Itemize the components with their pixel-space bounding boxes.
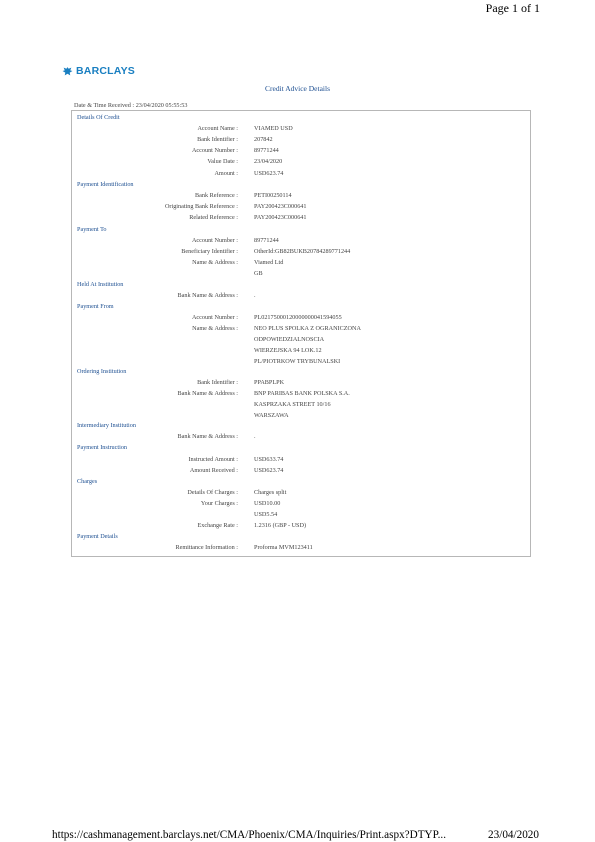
bank-identifier-label: Bank Identifier : — [197, 136, 238, 143]
instructed-amount-label: Instructed Amount : — [188, 456, 238, 463]
intermediary-bank-name-label: Bank Name & Address : — [177, 433, 238, 440]
your-charges-line: USD5.54 — [254, 511, 278, 518]
section-charges: Charges — [77, 478, 98, 485]
from-name-address-label: Name & Address : — [192, 325, 238, 332]
eagle-icon — [62, 66, 73, 77]
exchange-rate-label: Exchange Rate : — [197, 522, 238, 529]
ordering-bank-name-label: Bank Name & Address : — [177, 390, 238, 397]
details-frame — [71, 110, 531, 557]
details-of-charges-value: Charges split — [254, 489, 287, 496]
your-charges-label: Your Charges : — [200, 500, 238, 507]
value-date-label: Value Date : — [207, 158, 238, 165]
document-title: Credit Advice Details — [265, 84, 330, 93]
originating-reference-value: PAY200423C000641 — [254, 203, 307, 210]
amount-value: USD623.74 — [254, 170, 284, 177]
account-name-label: Account Name : — [197, 125, 238, 132]
account-number-value: 89771244 — [254, 147, 279, 154]
from-account-number-label: Account Number : — [191, 314, 238, 321]
ordering-bank-name-line: BNP PARIBAS BANK POLSKA S.A. — [254, 390, 350, 397]
ordering-bank-name-line: WARSZAWA — [254, 412, 289, 419]
intermediary-bank-name-value: . — [254, 433, 256, 440]
section-payment-from: Payment From — [77, 303, 114, 310]
bank-reference-label: Bank Reference : — [195, 192, 238, 199]
bank-identifier-value: 207842 — [254, 136, 273, 143]
barclays-logo — [62, 65, 135, 77]
received-timestamp: Date & Time Received : 23/04/2020 05:55:53 — [74, 102, 188, 109]
held-bank-name-label: Bank Name & Address : — [177, 292, 238, 299]
amount-received-value: USD623.74 — [254, 467, 284, 474]
section-payment-details: Payment Details — [77, 533, 118, 540]
remittance-information-value: Proforma MVM123411 — [254, 544, 313, 551]
ordering-bank-identifier-value: PPABPLPK — [254, 379, 285, 386]
account-number-label: Account Number : — [191, 147, 238, 154]
section-payment-instruction: Payment Instruction — [77, 444, 128, 451]
section-payment-to: Payment To — [77, 226, 107, 233]
beneficiary-identifier-value: OtherId:GB82BUKB20784289771244 — [254, 248, 351, 255]
remittance-information-label: Remittance Information : — [175, 544, 238, 551]
amount-received-label: Amount Received : — [189, 467, 238, 474]
ordering-bank-name-line: KASPRZAKA STREET 10/16 — [254, 401, 331, 408]
details-of-charges-label: Details Of Charges : — [187, 489, 238, 496]
from-name-address-line: NEO PLUS SPOLKA Z OGRANICZONA — [254, 325, 361, 332]
related-reference-label: Related Reference : — [189, 214, 238, 221]
amount-label: Amount : — [214, 170, 238, 177]
section-held-at-institution: Held At Institution — [77, 281, 124, 288]
account-name-value: VIAMED USD — [254, 125, 293, 132]
to-name-address-line: Viamed Ltd — [254, 259, 284, 266]
to-account-number-value: 89771244 — [254, 237, 279, 244]
section-details-of-credit: Details Of Credit — [77, 114, 120, 121]
footer-date: 23/04/2020 — [488, 829, 539, 841]
originating-reference-label: Originating Bank Reference : — [164, 203, 238, 210]
your-charges-line: USD10.00 — [254, 500, 281, 507]
page-number: Page 1 of 1 — [485, 1, 540, 15]
value-date-value: 23/04/2020 — [254, 158, 283, 165]
from-name-address-line: ODPOWIEDZIALNOSCIA — [254, 336, 325, 343]
from-account-number-value: PL02175000120000000041594055 — [254, 314, 342, 321]
related-reference-value: PAY200423C000641 — [254, 214, 307, 221]
from-name-address-line: WIERZEJSKA 94 LOK.12 — [254, 347, 322, 354]
held-bank-name-value: . — [254, 292, 256, 299]
ordering-bank-identifier-label: Bank Identifier : — [197, 379, 238, 386]
section-intermediary-institution: Intermediary Institution — [77, 422, 136, 429]
footer-url: https://cashmanagement.barclays.net/CMA/Phoenix/CMA/Inquiries/Print.aspx?DTYP... — [52, 829, 446, 841]
brand-name: BARCLAYS — [76, 65, 135, 77]
bank-reference-value: PETI00250114 — [254, 192, 292, 199]
to-name-address-line: GB — [254, 270, 263, 277]
to-account-number-label: Account Number : — [191, 237, 238, 244]
beneficiary-identifier-label: Beneficiary Identifier : — [181, 248, 238, 255]
section-ordering-institution: Ordering Institution — [77, 368, 127, 375]
from-name-address-line: PL/PIOTRKOW TRYBUNALSKI — [254, 358, 341, 365]
instructed-amount-value: USD633.74 — [254, 456, 284, 463]
to-name-address-label: Name & Address : — [192, 259, 238, 266]
exchange-rate-value: 1.2316 (GBP - USD) — [254, 522, 307, 529]
section-payment-identification: Payment Identification — [77, 181, 134, 188]
